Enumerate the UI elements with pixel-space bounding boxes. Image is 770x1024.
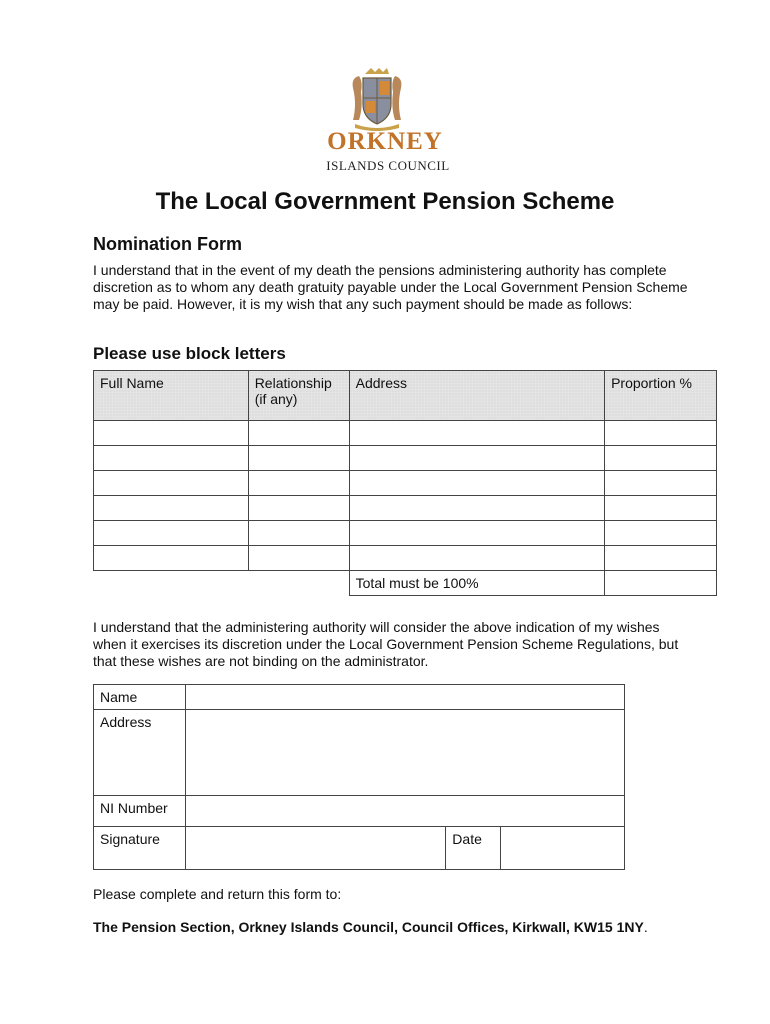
header-full-name: Full Name — [94, 371, 249, 421]
total-proportion-cell[interactable] — [605, 571, 717, 596]
nominee-address-cell[interactable] — [349, 496, 604, 521]
ni-number-row — [94, 796, 625, 827]
name-field[interactable] — [185, 685, 624, 710]
nominee-relationship-cell[interactable] — [248, 546, 349, 571]
nominee-address-cell[interactable] — [349, 521, 604, 546]
block-letters-heading: Please use block letters — [93, 344, 286, 363]
return-address-period: . — [643, 919, 648, 935]
nominee-relationship-cell[interactable] — [248, 446, 349, 471]
nominee-proportion-cell[interactable] — [605, 471, 717, 496]
total-row — [94, 571, 717, 596]
declaration-paragraph: I understand that the administering authority will consider the above indication of my wishes when it exercises its discretion under the Local Government Pension Scheme Regulations, but that these wishes are not binding on the administrator. — [93, 619, 679, 669]
coat-of-arms-icon — [349, 68, 405, 132]
nominee-relationship-cell[interactable] — [248, 421, 349, 446]
header-relationship — [248, 371, 349, 421]
nominee-relationship-cell[interactable] — [248, 521, 349, 546]
nominee-header-row — [94, 371, 717, 421]
nominee-address-cell[interactable] — [349, 471, 604, 496]
total-label: Total must be 100% — [349, 571, 604, 596]
nominee-table — [93, 370, 717, 596]
name-label: Name — [94, 685, 186, 710]
nominee-proportion-cell[interactable] — [605, 421, 717, 446]
table-row — [94, 496, 717, 521]
address-label: Address — [94, 710, 186, 796]
member-details-table — [93, 684, 625, 870]
header-address: Address — [349, 371, 604, 421]
address-row — [94, 710, 625, 796]
header-relationship-label: Relationship — [254, 375, 332, 391]
form-title: Nomination Form — [93, 234, 242, 254]
nominee-relationship-cell[interactable] — [248, 471, 349, 496]
table-row — [94, 546, 717, 571]
return-address-text: The Pension Section, Orkney Islands Council, Council Offices, Kirkwall, KW15 1NY — [93, 919, 644, 935]
return-instruction: Please complete and return this form to: — [93, 886, 342, 902]
table-row — [94, 446, 717, 471]
nominee-address-cell[interactable] — [349, 446, 604, 471]
table-row — [94, 521, 717, 546]
nominee-name-cell[interactable] — [94, 471, 249, 496]
signature-row — [94, 827, 625, 870]
logo-wordmark: ORKNEY — [327, 128, 443, 155]
nominee-proportion-cell[interactable] — [605, 521, 717, 546]
return-address — [93, 919, 683, 936]
name-row — [94, 685, 625, 710]
table-row — [94, 421, 717, 446]
nominee-name-cell[interactable] — [94, 546, 249, 571]
ni-number-field[interactable] — [185, 796, 624, 827]
nominee-proportion-cell[interactable] — [605, 546, 717, 571]
page-title: The Local Government Pension Scheme — [155, 188, 615, 215]
nominee-proportion-cell[interactable] — [605, 446, 717, 471]
nominee-name-cell[interactable] — [94, 521, 249, 546]
nominee-address-cell[interactable] — [349, 546, 604, 571]
date-label: Date — [446, 827, 501, 870]
intro-paragraph: I understand that in the event of my death the pensions administering authority has complete discretion as to whom any death gratuity payable under the Local Government Pension Scheme may be paid. However, it is my wish that any such payment should be made as follows: — [93, 262, 688, 312]
signature-field[interactable] — [185, 827, 445, 870]
date-field[interactable] — [501, 827, 625, 870]
nominee-proportion-cell[interactable] — [605, 496, 717, 521]
nominee-name-cell[interactable] — [94, 496, 249, 521]
ni-number-label: NI Number — [94, 796, 186, 827]
nominee-name-cell[interactable] — [94, 421, 249, 446]
signature-label: Signature — [94, 827, 186, 870]
nominee-name-cell[interactable] — [94, 446, 249, 471]
logo-subtitle: ISLANDS COUNCIL — [326, 158, 450, 173]
table-row — [94, 471, 717, 496]
nominee-address-cell[interactable] — [349, 421, 604, 446]
header-proportion: Proportion % — [605, 371, 717, 421]
header-relationship-note: (if any) — [254, 391, 298, 407]
nominee-relationship-cell[interactable] — [248, 496, 349, 521]
address-field[interactable] — [185, 710, 624, 796]
